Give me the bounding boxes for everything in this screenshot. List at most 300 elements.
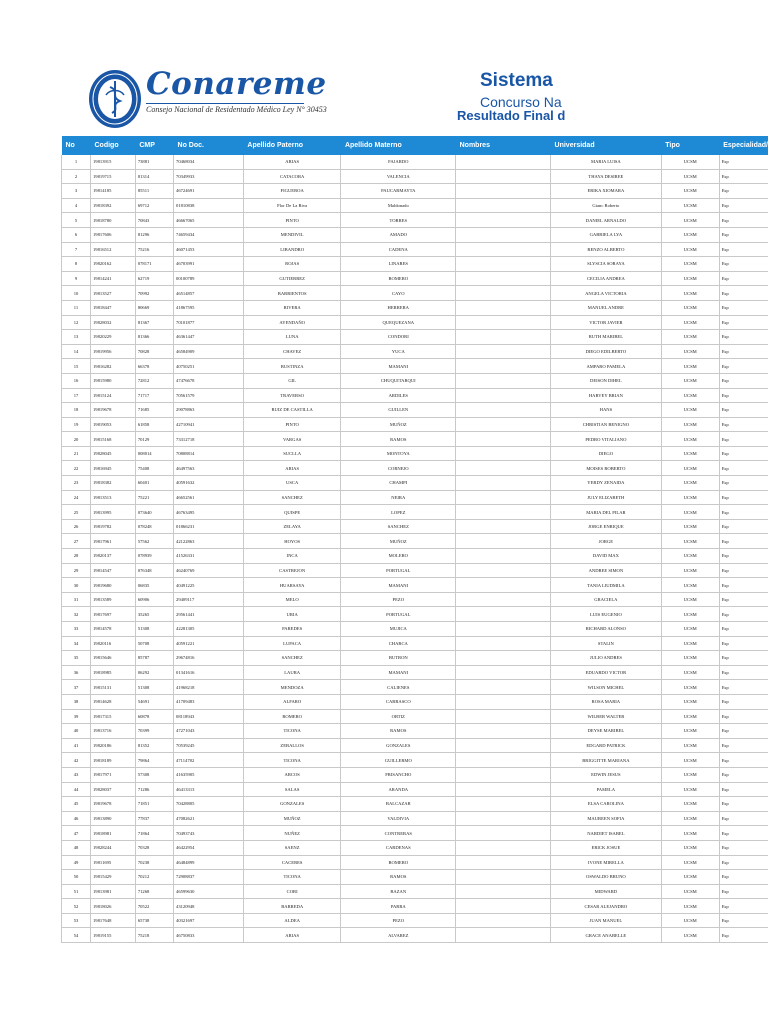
table-cell: [456, 665, 551, 680]
table-row: [62, 300, 768, 315]
table-cell: [456, 432, 551, 447]
table-cell: 19815429: [91, 870, 136, 885]
table-cell: ZELAYA: [243, 519, 341, 534]
table-cell: Esp: [719, 680, 768, 695]
table-cell: RICHARD ALONSO: [551, 622, 662, 637]
table-cell: UCSM: [661, 767, 719, 782]
table-row: [62, 826, 768, 841]
table-cell: Esp: [719, 563, 768, 578]
conareme-seal-icon: [88, 69, 142, 129]
table-cell: GABRIELA LYA: [551, 227, 662, 242]
table-cell: [456, 899, 551, 914]
table-cell: 50: [62, 870, 91, 885]
table-cell: Esp: [719, 519, 768, 534]
table-cell: 46413313: [174, 782, 244, 797]
table-cell: 49: [62, 855, 91, 870]
table-cell: [456, 184, 551, 199]
table-cell: VICTOR JAVIER: [551, 315, 662, 330]
table-cell: 9: [62, 271, 91, 286]
table-row: [62, 461, 768, 476]
table-cell: 19818189: [91, 753, 136, 768]
table-cell: CORI: [243, 884, 341, 899]
table-cell: 6: [62, 227, 91, 242]
table-cell: UCSM: [661, 519, 719, 534]
table-cell: JULY ELIZABETH: [551, 490, 662, 505]
table-row: [62, 271, 768, 286]
table-cell: ARCOS: [243, 767, 341, 782]
table-cell: SANCHEZ: [243, 490, 341, 505]
table-cell: RAMOS: [341, 870, 456, 885]
table-cell: [456, 227, 551, 242]
table-cell: MOISES ROBERTO: [551, 461, 662, 476]
table-cell: MARIA DEL PILAR: [551, 505, 662, 520]
table-cell: 51308: [135, 622, 173, 637]
table-cell: 40491225: [174, 578, 244, 593]
table-cell: TICONA: [243, 724, 341, 739]
table-cell: ARIAS: [243, 928, 341, 943]
table-cell: 47082621: [174, 811, 244, 826]
table-row: [62, 388, 768, 403]
table-row: [62, 344, 768, 359]
table-cell: 33: [62, 622, 91, 637]
table-cell: 60878: [135, 709, 173, 724]
table-cell: Esp: [719, 227, 768, 242]
table-cell: Esp: [719, 651, 768, 666]
table-cell: GONZALES: [243, 797, 341, 812]
table-cell: 19818392: [91, 198, 136, 213]
table-cell: Esp: [719, 694, 768, 709]
table-cell: 29: [62, 563, 91, 578]
table-cell: 19817648: [91, 913, 136, 928]
table-cell: 01810838: [174, 198, 244, 213]
table-row: [62, 870, 768, 885]
table-cell: Esp: [719, 417, 768, 432]
table-cell: 26: [62, 519, 91, 534]
column-header: Tipo: [661, 136, 719, 155]
table-cell: 5: [62, 213, 91, 228]
table-cell: 50708: [135, 636, 173, 651]
table-row: [62, 227, 768, 242]
table-cell: 46750833: [174, 928, 244, 943]
table-cell: 70101877: [174, 315, 244, 330]
table-cell: PINTO: [243, 417, 341, 432]
table-cell: Maldonado: [341, 198, 456, 213]
table-cell: Esp: [719, 592, 768, 607]
table-cell: TRAVERSO: [243, 388, 341, 403]
table-row: [62, 534, 768, 549]
table-cell: 19817315: [91, 709, 136, 724]
table-cell: [456, 826, 551, 841]
table-cell: [456, 549, 551, 564]
table-cell: 19818447: [91, 300, 136, 315]
table-cell: QUISPE: [243, 505, 341, 520]
table-cell: 19819678: [91, 403, 136, 418]
table-cell: [456, 928, 551, 943]
table-cell: [456, 592, 551, 607]
table-cell: 70828: [135, 344, 173, 359]
table-cell: 19817606: [91, 227, 136, 242]
table-cell: LAURA: [243, 665, 341, 680]
table-cell: 35265: [135, 607, 173, 622]
column-header: No: [62, 136, 91, 155]
table-header-row: [62, 136, 768, 155]
table-row: [62, 286, 768, 301]
table-cell: 70349933: [174, 169, 244, 184]
table-cell: Esp: [719, 155, 768, 169]
table-cell: Esp: [719, 461, 768, 476]
table-cell: 70493743: [174, 826, 244, 841]
column-header: Apellido Paterno: [243, 136, 341, 155]
table-cell: BRIGGITTE MARIANA: [551, 753, 662, 768]
table-cell: 19820162: [91, 257, 136, 272]
table-row: [62, 373, 768, 388]
table-cell: BAZAN: [341, 884, 456, 899]
table-cell: 19828037: [91, 782, 136, 797]
table-cell: 28: [62, 549, 91, 564]
table-cell: [456, 709, 551, 724]
table-cell: DAVID MAX: [551, 549, 662, 564]
table-cell: [456, 330, 551, 345]
table-cell: LUIS EUGENIO: [551, 607, 662, 622]
table-cell: NARDIET ISABEL: [551, 826, 662, 841]
column-header: No Doc.: [174, 136, 244, 155]
table-cell: [456, 505, 551, 520]
table-row: [62, 213, 768, 228]
table-cell: 57308: [135, 767, 173, 782]
table-cell: 70428805: [174, 797, 244, 812]
table-cell: ROMERO: [341, 855, 456, 870]
table-cell: 57562: [135, 534, 173, 549]
table-cell: 43120948: [174, 899, 244, 914]
table-cell: CONDORI: [341, 330, 456, 345]
table-cell: 17: [62, 388, 91, 403]
table-cell: YERDY ZENAIDA: [551, 476, 662, 491]
table-cell: ROMERO: [341, 271, 456, 286]
table-cell: 72908837: [174, 870, 244, 885]
table-cell: 69712: [135, 198, 173, 213]
table-cell: Esp: [719, 388, 768, 403]
table-cell: 19828045: [91, 446, 136, 461]
table-cell: TICONA: [243, 753, 341, 768]
table-row: [62, 578, 768, 593]
table-cell: LUNA: [243, 330, 341, 345]
table-cell: 81367: [135, 315, 173, 330]
column-header: CMP: [135, 136, 173, 155]
column-header: Especialidad/: [719, 136, 768, 155]
table-cell: 078248: [135, 519, 173, 534]
table-row: [62, 709, 768, 724]
table-cell: MAMANI: [341, 359, 456, 374]
table-cell: FAJARDO: [341, 155, 456, 169]
column-header: Nombres: [456, 136, 551, 155]
table-cell: [456, 753, 551, 768]
table-row: [62, 198, 768, 213]
table-cell: Esp: [719, 403, 768, 418]
table-cell: 71685: [135, 403, 173, 418]
table-cell: [456, 271, 551, 286]
table-cell: 42710941: [174, 417, 244, 432]
table-cell: 65738: [135, 913, 173, 928]
table-cell: [456, 155, 551, 169]
table-cell: 34: [62, 636, 91, 651]
table-cell: 008014: [135, 446, 173, 461]
table-cell: ARIAS: [243, 155, 341, 169]
table-cell: 51308: [135, 680, 173, 695]
table-cell: 44: [62, 782, 91, 797]
table-cell: 40321697: [174, 913, 244, 928]
table-cell: FIGUEROA: [243, 184, 341, 199]
table-row: [62, 505, 768, 520]
table-cell: [456, 461, 551, 476]
table-cell: 41709483: [174, 694, 244, 709]
table-cell: 19813915: [91, 155, 136, 169]
table-row: [62, 797, 768, 812]
table-cell: UCSM: [661, 870, 719, 885]
table-cell: 19817961: [91, 534, 136, 549]
table-cell: 54691: [135, 694, 173, 709]
table-cell: [456, 870, 551, 885]
table-cell: MIDWARD: [551, 884, 662, 899]
table-cell: ZEBALLOS: [243, 738, 341, 753]
table-cell: UCSM: [661, 636, 719, 651]
table-cell: [456, 651, 551, 666]
table-cell: 71286: [135, 782, 173, 797]
table-cell: USCA: [243, 476, 341, 491]
table-cell: [456, 680, 551, 695]
table-cell: 70399: [135, 724, 173, 739]
page-subtitle: Concurso Na: [480, 94, 562, 110]
table-row: [62, 899, 768, 914]
table-cell: 81366: [135, 330, 173, 345]
table-cell: TORRES: [341, 213, 456, 228]
table-cell: WILBER WALTER: [551, 709, 662, 724]
table-cell: UCSM: [661, 884, 719, 899]
table-cell: 47476678: [174, 373, 244, 388]
table-cell: VALDIVIA: [341, 811, 456, 826]
table-cell: [456, 359, 551, 374]
table-cell: JORGE: [551, 534, 662, 549]
table-cell: UCSM: [661, 344, 719, 359]
table-cell: CACERES: [243, 855, 341, 870]
table-cell: 18: [62, 403, 91, 418]
table-cell: UCSM: [661, 840, 719, 855]
table-cell: NUÑEZ: [243, 826, 341, 841]
table-cell: 46763495: [174, 505, 244, 520]
table-cell: 70522: [135, 899, 173, 914]
table-cell: 46240769: [174, 563, 244, 578]
table-cell: SALAS: [243, 782, 341, 797]
table-cell: UCSM: [661, 198, 719, 213]
table-cell: UCSM: [661, 315, 719, 330]
table-cell: 61858: [135, 417, 173, 432]
table-cell: [456, 563, 551, 578]
brand-divider: [146, 103, 304, 104]
table-cell: [456, 782, 551, 797]
table-row: [62, 155, 768, 169]
table-cell: ALFARO: [243, 694, 341, 709]
table-cell: UCSM: [661, 388, 719, 403]
table-cell: HERRERA: [341, 300, 456, 315]
table-cell: 19819680: [91, 578, 136, 593]
table-cell: PORTUGAL: [341, 607, 456, 622]
table-cell: UCSM: [661, 753, 719, 768]
table-cell: 30: [62, 578, 91, 593]
table-cell: ARANDA: [341, 782, 456, 797]
table-cell: 29674816: [174, 651, 244, 666]
table-cell: [456, 344, 551, 359]
table-cell: UCSM: [661, 184, 719, 199]
table-cell: [456, 315, 551, 330]
table-cell: URIA: [243, 607, 341, 622]
table-cell: LINARES: [341, 257, 456, 272]
table-cell: 15: [62, 359, 91, 374]
table-cell: 47271043: [174, 724, 244, 739]
table-cell: 46584909: [174, 344, 244, 359]
table-cell: DEYSE MARIBEL: [551, 724, 662, 739]
table-row: [62, 563, 768, 578]
table-cell: 19815131: [91, 680, 136, 695]
table-row: [62, 519, 768, 534]
table-cell: 073640: [135, 505, 173, 520]
table-cell: RAMOS: [341, 432, 456, 447]
table-cell: 22: [62, 461, 91, 476]
table-cell: Esp: [719, 913, 768, 928]
table-row: [62, 738, 768, 753]
table-cell: ARDILES: [341, 388, 456, 403]
table-cell: GRACE ANABELLE: [551, 928, 662, 943]
table-row: [62, 490, 768, 505]
table-cell: HARVEY BRIAN: [551, 388, 662, 403]
table-cell: 23: [62, 476, 91, 491]
table-cell: MUJICA: [341, 622, 456, 637]
table-cell: MARIA LUISA: [551, 155, 662, 169]
table-cell: VARGAS: [243, 432, 341, 447]
table-cell: Esp: [719, 840, 768, 855]
table-cell: 53: [62, 913, 91, 928]
table-cell: 8: [62, 257, 91, 272]
table-cell: UCSM: [661, 505, 719, 520]
table-cell: 19819155: [91, 928, 136, 943]
table-row: [62, 724, 768, 739]
table-cell: 19818985: [91, 665, 136, 680]
table-cell: AMPARO PAMELA: [551, 359, 662, 374]
table-cell: UCSM: [661, 403, 719, 418]
table-cell: MUÑOZ: [243, 811, 341, 826]
table-cell: Esp: [719, 636, 768, 651]
table-cell: 31: [62, 592, 91, 607]
table-cell: 1: [62, 155, 91, 169]
table-cell: Esp: [719, 724, 768, 739]
table-cell: [456, 300, 551, 315]
table-cell: 19814628: [91, 694, 136, 709]
table-row: [62, 665, 768, 680]
table-row: [62, 315, 768, 330]
table-cell: Esp: [719, 607, 768, 622]
table-cell: [456, 694, 551, 709]
table-cell: [456, 607, 551, 622]
table-cell: [456, 767, 551, 782]
table-row: [62, 476, 768, 491]
table-cell: 35: [62, 651, 91, 666]
table-cell: ROJAS: [243, 257, 341, 272]
table-cell: PORTUGAL: [341, 563, 456, 578]
table-cell: UCSM: [661, 534, 719, 549]
table-cell: DANIEL ARNALDO: [551, 213, 662, 228]
table-cell: UCSM: [661, 213, 719, 228]
table-cell: 19815980: [91, 373, 136, 388]
table-cell: DEISON DIHEL: [551, 373, 662, 388]
table-cell: 19813716: [91, 724, 136, 739]
table-cell: RIVERA: [243, 300, 341, 315]
table-cell: 21: [62, 446, 91, 461]
table-cell: UCSM: [661, 811, 719, 826]
table-cell: SUCLLA: [243, 446, 341, 461]
table-cell: Esp: [719, 899, 768, 914]
table-cell: [456, 198, 551, 213]
table-cell: UCSM: [661, 826, 719, 841]
table-cell: 42: [62, 753, 91, 768]
table-cell: 71864: [135, 826, 173, 841]
table-cell: 29561441: [174, 607, 244, 622]
table-cell: 19813890: [91, 811, 136, 826]
table-cell: UCSM: [661, 782, 719, 797]
table-cell: Esp: [719, 797, 768, 812]
table-cell: MAMANI: [341, 665, 456, 680]
table-cell: CALIENES: [341, 680, 456, 695]
table-cell: LIBANDRO: [243, 242, 341, 257]
table-cell: 27: [62, 534, 91, 549]
table-cell: EDGARD PATRICK: [551, 738, 662, 753]
table-cell: [456, 636, 551, 651]
table-cell: 52: [62, 899, 91, 914]
table-cell: Esp: [719, 344, 768, 359]
table-cell: 42122863: [174, 534, 244, 549]
table-cell: 19819956: [91, 344, 136, 359]
table-row: [62, 184, 768, 199]
table-cell: 46497563: [174, 461, 244, 476]
table-row: [62, 607, 768, 622]
table-cell: 19819053: [91, 417, 136, 432]
table-cell: SAENZ: [243, 840, 341, 855]
table-cell: 46484899: [174, 855, 244, 870]
table-cell: HANS: [551, 403, 662, 418]
table-cell: 75216: [135, 242, 173, 257]
table-cell: 41: [62, 738, 91, 753]
brand-name: Conareme: [146, 66, 327, 102]
table-cell: 46361447: [174, 330, 244, 345]
table-row: [62, 432, 768, 447]
table-cell: PAREDES: [243, 622, 341, 637]
table-cell: LUPACA: [243, 636, 341, 651]
table-cell: Esp: [719, 855, 768, 870]
table-cell: Esp: [719, 315, 768, 330]
table-cell: PEDRO VITALIANO: [551, 432, 662, 447]
table-cell: Esp: [719, 505, 768, 520]
table-cell: 20: [62, 432, 91, 447]
table-cell: UCSM: [661, 446, 719, 461]
table-cell: UCSM: [661, 665, 719, 680]
table-cell: RUIZ DE CASTILLA: [243, 403, 341, 418]
table-cell: ERIKA XIOMARA: [551, 184, 662, 199]
results-table: [61, 136, 768, 943]
table-row: [62, 169, 768, 184]
table-cell: 19816282: [91, 359, 136, 374]
table-cell: PAUCARMAYTA: [341, 184, 456, 199]
table-cell: Esp: [719, 534, 768, 549]
table-cell: HUARSAYA: [243, 578, 341, 593]
table-cell: Esp: [719, 870, 768, 885]
table-row: [62, 359, 768, 374]
